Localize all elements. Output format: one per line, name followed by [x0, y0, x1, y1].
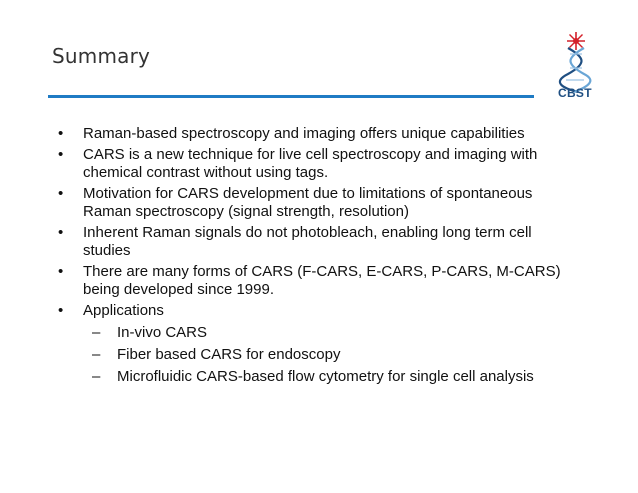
- sub-bullet-item: – Fiber based CARS for endoscopy: [92, 346, 578, 364]
- bullet-label: Applications: [83, 302, 164, 319]
- bullet-item: • There are many forms of CARS (F-CARS, E-CARS, P-CARS, M-CARS) being developed since 1999.: [58, 263, 578, 299]
- bullet-item: • Inherent Raman signals do not photobleach, enabling long term cell studies: [58, 224, 578, 260]
- bullet-item: • CARS is a new technique for live cell spectroscopy and imaging with chemical contrast without using tags.: [58, 146, 578, 182]
- bullet-list: [58, 125, 578, 390]
- logo-text: CBST: [558, 86, 592, 100]
- sub-bullet-item: – In-vivo CARS: [92, 324, 578, 342]
- sub-bullet-item: – Microfluidic CARS-based flow cytometry for single cell analysis: [92, 368, 578, 386]
- bullet-item: • Motivation for CARS development due to limitations of spontaneous Raman spectroscopy (signal strength, resolution): [58, 185, 578, 221]
- star-icon: [567, 32, 585, 50]
- bullet-item: • Raman-based spectroscopy and imaging offers unique capabilities: [58, 125, 578, 143]
- title-underline: [48, 95, 534, 98]
- slide-title: Summary: [52, 44, 151, 68]
- bullet-item-applications: [58, 302, 578, 386]
- sub-bullet-list: [83, 324, 578, 386]
